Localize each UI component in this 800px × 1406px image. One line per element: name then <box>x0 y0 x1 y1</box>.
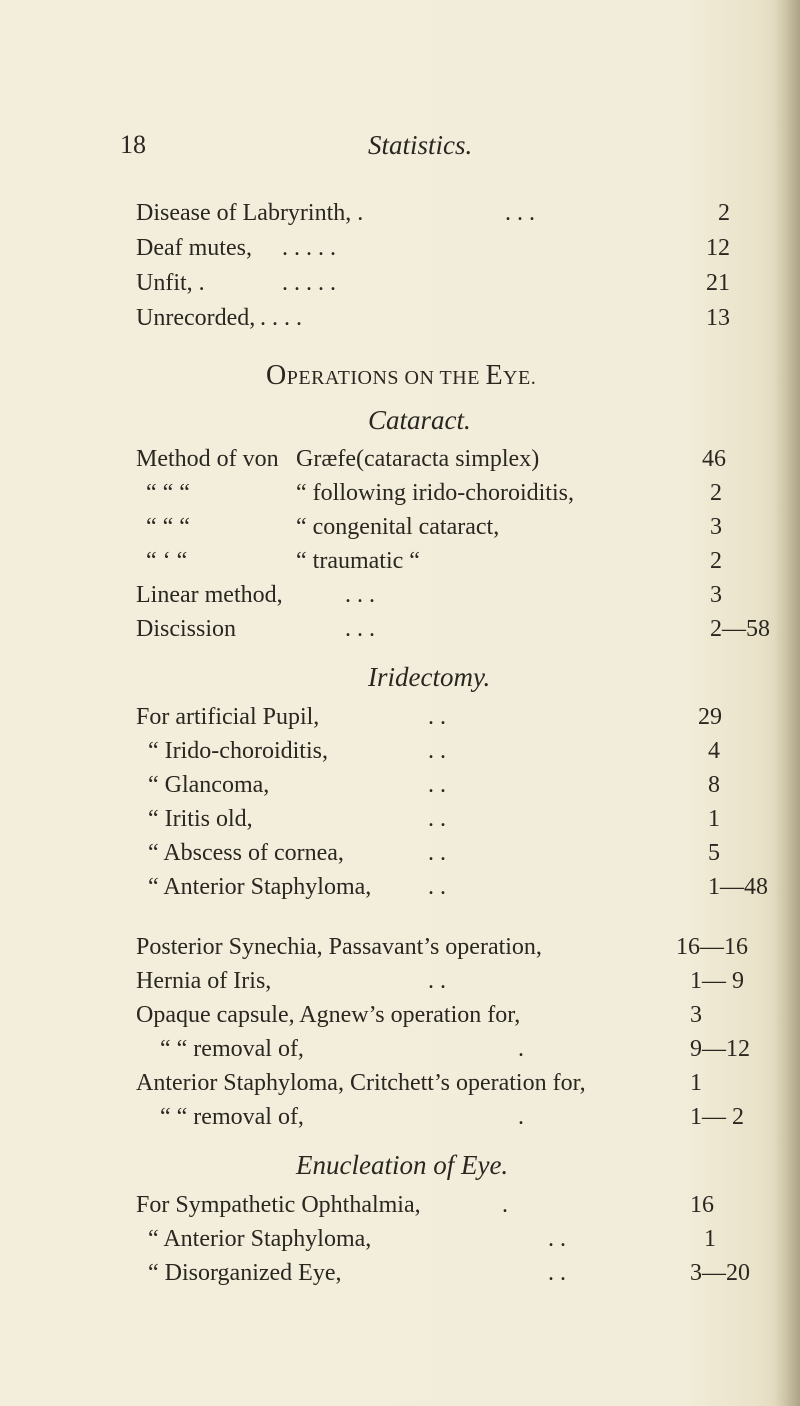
row-value: 3 <box>710 514 722 540</box>
row-value: 1— 9 <box>690 968 744 994</box>
row-label: Opaque capsule, Agnew’s operation for, <box>136 1002 521 1028</box>
row-label: “ Iritis old, <box>148 806 253 832</box>
row-description: “ following irido-choroiditis, <box>296 480 574 506</box>
subheading-cataract: Cataract. <box>368 405 471 435</box>
row-label: “ Anterior Staphyloma, <box>148 874 372 900</box>
leader-dots: . . <box>548 1260 566 1286</box>
leader-dots: . . <box>428 840 446 866</box>
row-label: “ “ “ <box>146 480 190 506</box>
leader-dots: . . . <box>345 582 375 608</box>
row-description: “ traumatic “ <box>296 548 420 574</box>
subheading-enucleation: Enucleation of Eye. <box>296 1150 509 1180</box>
leader-dots: . . . <box>505 200 535 226</box>
row-value: 2 <box>710 548 722 574</box>
list-item-label: Unfit, . <box>136 270 205 296</box>
row-label: “ Glancoma, <box>148 772 270 798</box>
row-value: 3 <box>690 1002 702 1028</box>
list-item-value: 2 <box>718 200 730 226</box>
list-item-value: 21 <box>706 270 730 296</box>
row-value: 29 <box>698 704 722 730</box>
row-label: Method of von <box>136 446 279 472</box>
row-value: 16—16 <box>676 934 748 960</box>
running-title: Statistics. <box>368 130 473 160</box>
row-value-total: 2—58 <box>710 616 770 642</box>
list-item-value: 12 <box>706 235 730 261</box>
list-item-value: 13 <box>706 305 730 331</box>
row-value: 1— 2 <box>690 1104 744 1130</box>
section-heading-operations: OPERATIONS ON THE EYE. <box>266 360 537 391</box>
row-label: Discission <box>136 616 237 642</box>
leader-dots: . . <box>548 1226 566 1252</box>
row-label: “ “ removal of, <box>160 1104 304 1130</box>
leader-dots: . <box>518 1036 524 1062</box>
leader-dots: . . <box>428 704 446 730</box>
row-description: Græfe(cataracta simplex) <box>296 446 540 472</box>
leader-dots: . . <box>428 874 446 900</box>
row-value: 9—12 <box>690 1036 750 1062</box>
leader-dots: . . <box>428 772 446 798</box>
leader-dots: . . . . . <box>282 235 336 261</box>
list-item-label: Deaf mutes, <box>136 235 252 261</box>
row-value: 46 <box>702 446 726 472</box>
leader-dots: . . <box>428 738 446 764</box>
row-description: “ congenital cataract, <box>296 514 500 540</box>
row-label: Anterior Staphyloma, Critchett’s operation for, <box>136 1070 586 1096</box>
row-value: 5 <box>708 840 720 866</box>
row-label: “ Disorganized Eye, <box>148 1260 342 1286</box>
row-value: 1 <box>690 1070 702 1096</box>
row-value-total: 3—20 <box>690 1260 750 1286</box>
row-label: “ Abscess of cornea, <box>148 840 344 866</box>
row-value: 2 <box>710 480 722 506</box>
row-label: “ ‘ “ <box>146 548 188 574</box>
row-label: Posterior Synechia, Passavant’s operation, <box>136 934 542 960</box>
page-edge-shadow <box>774 0 800 1406</box>
row-label: “ Irido-choroiditis, <box>148 738 328 764</box>
row-value: 8 <box>708 772 720 798</box>
list-item-label: Unrecorded, <box>136 305 256 331</box>
row-value: 1 <box>704 1226 716 1252</box>
row-value: 3 <box>710 582 722 608</box>
leader-dots: . . . <box>345 616 375 642</box>
row-value-total: 1—48 <box>708 874 768 900</box>
row-label: “ “ removal of, <box>160 1036 304 1062</box>
leader-dots: . <box>518 1104 524 1130</box>
row-label: For Sympathetic Ophthalmia, <box>136 1192 421 1218</box>
row-label: Hernia of Iris, <box>136 968 272 994</box>
row-value: 16 <box>690 1192 714 1218</box>
row-value: 1 <box>708 806 720 832</box>
list-item-label: Disease of Labryrinth, . <box>136 200 364 226</box>
leader-dots: . . . . . <box>282 270 336 296</box>
subheading-iridectomy: Iridectomy. <box>368 662 491 692</box>
leader-dots: . . <box>428 806 446 832</box>
row-label: Linear method, <box>136 582 283 608</box>
page-number: 18 <box>120 130 146 159</box>
row-label: “ “ “ <box>146 514 190 540</box>
row-label: For artificial Pupil, <box>136 704 320 730</box>
leader-dots: . . . . <box>260 305 302 331</box>
row-label: “ Anterior Staphyloma, <box>148 1226 372 1252</box>
leader-dots: . <box>502 1192 508 1218</box>
row-value: 4 <box>708 738 720 764</box>
leader-dots: . . <box>428 968 446 994</box>
